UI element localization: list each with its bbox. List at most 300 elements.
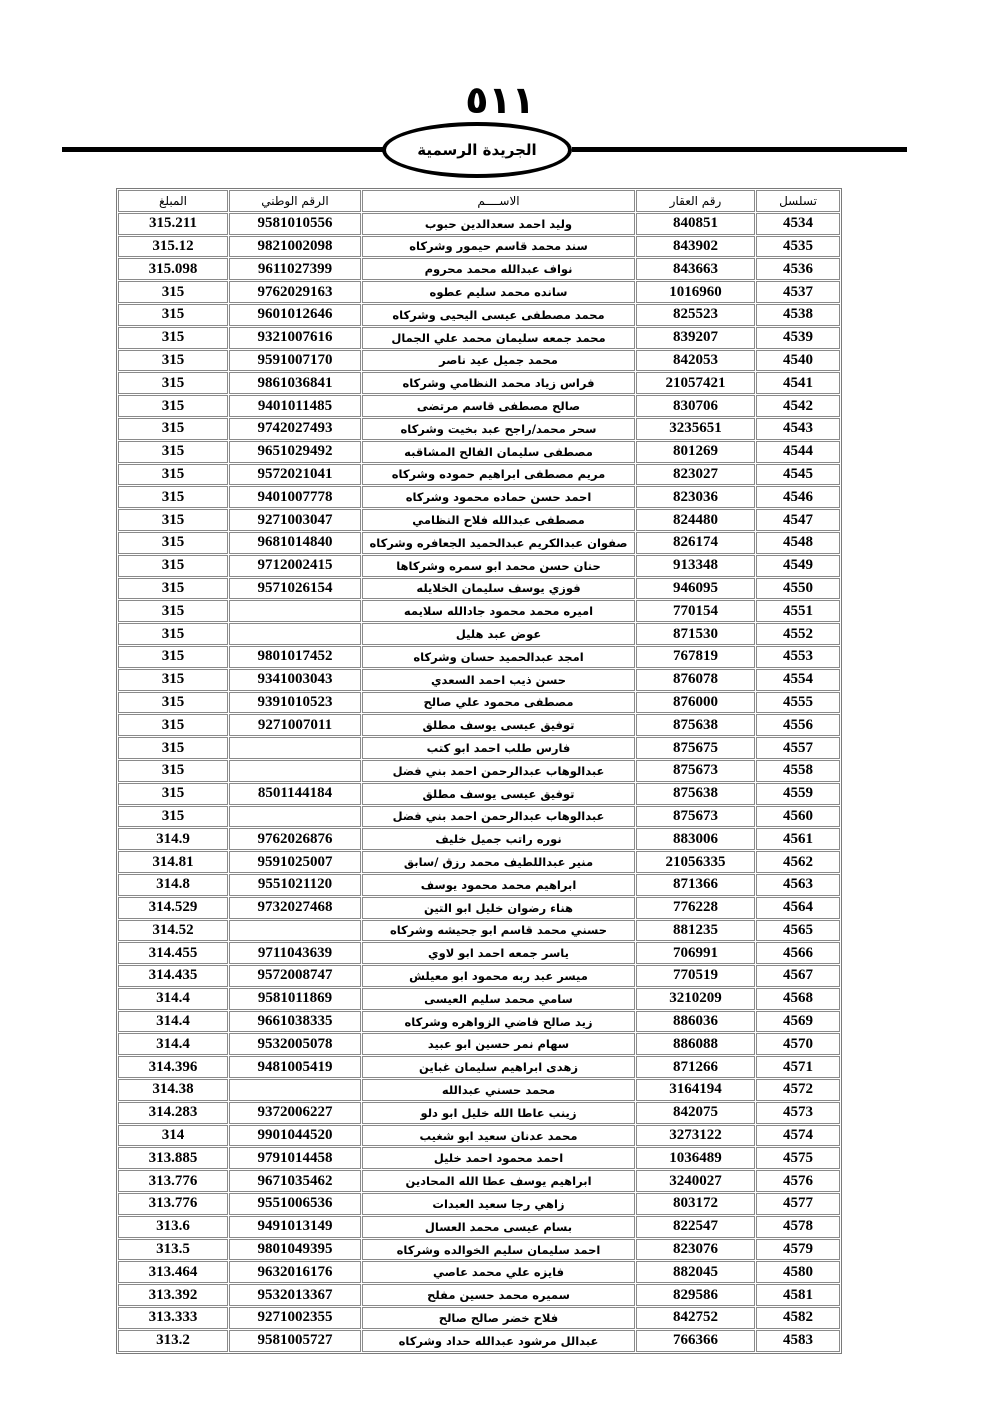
cell-amount: 313.776: [118, 1193, 228, 1215]
cell-property-no: 770154: [636, 600, 755, 622]
cell-national-id: 9551006536: [229, 1193, 361, 1215]
table-row: [118, 897, 840, 919]
cell-property-no: 21057421: [636, 372, 755, 394]
header-rule-left: [62, 147, 386, 152]
cell-national-id: 9801049395: [229, 1239, 361, 1261]
cell-national-id: 9572021041: [229, 464, 361, 486]
table-row: [118, 372, 840, 394]
cell-property-no: 824480: [636, 509, 755, 531]
cell-name: حسني محمد قاسم ابو جحيشه وشركاه: [362, 920, 635, 942]
cell-property-no: 767819: [636, 646, 755, 668]
cell-name: امجد عبدالحميد حسان وشركاه: [362, 646, 635, 668]
cell-amount: 315: [118, 532, 228, 554]
cell-name: عوض عبد هليل: [362, 623, 635, 645]
cell-serial: 4580: [756, 1261, 840, 1283]
cell-serial: 4564: [756, 897, 840, 919]
cell-property-no: 776228: [636, 897, 755, 919]
cell-national-id: 9481005419: [229, 1056, 361, 1078]
cell-property-no: 913348: [636, 555, 755, 577]
cell-property-no: 946095: [636, 578, 755, 600]
cell-amount: 314.9: [118, 828, 228, 850]
cell-amount: 313.5: [118, 1239, 228, 1261]
cell-serial: 4553: [756, 646, 840, 668]
cell-national-id: 9671035462: [229, 1170, 361, 1192]
cell-property-no: 3164194: [636, 1079, 755, 1101]
cell-amount: 314.4: [118, 1011, 228, 1033]
table-row: [118, 1261, 840, 1283]
cell-property-no: 882045: [636, 1261, 755, 1283]
cell-amount: 315: [118, 509, 228, 531]
cell-name: عبدالوهاب عبدالرحمن احمد بني فضل: [362, 806, 635, 828]
cell-amount: 315: [118, 646, 228, 668]
cell-name: مصطفى سليمان الفالح المشاقبه: [362, 441, 635, 463]
cell-serial: 4573: [756, 1102, 840, 1124]
table-row: [118, 1056, 840, 1078]
cell-serial: 4566: [756, 942, 840, 964]
cell-property-no: 21056335: [636, 851, 755, 873]
cell-name: عبدالل مرشود عبدالله حداد وشركاه: [362, 1330, 635, 1352]
cell-national-id: [229, 737, 361, 759]
table-row: [118, 441, 840, 463]
cell-amount: 315: [118, 783, 228, 805]
table-row: [118, 236, 840, 258]
cell-amount: 313.6: [118, 1216, 228, 1238]
cell-national-id: 9581010556: [229, 213, 361, 235]
table-row: [118, 555, 840, 577]
cell-property-no: 875675: [636, 737, 755, 759]
cell-serial: 4544: [756, 441, 840, 463]
table-row: [118, 1284, 840, 1306]
cell-property-no: 770519: [636, 965, 755, 987]
column-header-name: الاســــم: [362, 190, 635, 212]
cell-serial: 4567: [756, 965, 840, 987]
publication-title: الجريدة الرسمية: [417, 141, 537, 159]
cell-property-no: 883006: [636, 828, 755, 850]
cell-national-id: 9391010523: [229, 692, 361, 714]
cell-amount: 314.396: [118, 1056, 228, 1078]
cell-name: هناء رضوان خليل ابو التين: [362, 897, 635, 919]
cell-name: مصطفى عبدالله فلاح النظامي: [362, 509, 635, 531]
cell-name: مريم مصطفى ابراهيم حموده وشركاه: [362, 464, 635, 486]
cell-amount: 315: [118, 714, 228, 736]
cell-serial: 4560: [756, 806, 840, 828]
table-row: [118, 737, 840, 759]
cell-amount: 314.81: [118, 851, 228, 873]
cell-name: سند محمد قاسم حيمور وشركاه: [362, 236, 635, 258]
cell-name: نوره راتب جميل خليف: [362, 828, 635, 850]
cell-national-id: 9661038335: [229, 1011, 361, 1033]
cell-national-id: 9572008747: [229, 965, 361, 987]
cell-national-id: 9611027399: [229, 258, 361, 280]
cell-amount: 313.392: [118, 1284, 228, 1306]
cell-name: سميره محمد حسين مفلح: [362, 1284, 635, 1306]
cell-serial: 4557: [756, 737, 840, 759]
cell-name: بسام عيسى محمد العسال: [362, 1216, 635, 1238]
table-row: [118, 828, 840, 850]
table-row: [118, 1307, 840, 1329]
cell-amount: 315: [118, 395, 228, 417]
cell-property-no: 3240027: [636, 1170, 755, 1192]
cell-amount: 315: [118, 692, 228, 714]
cell-name: احمد سليمان سليم الخوالده وشركاه: [362, 1239, 635, 1261]
cell-name: توفيق عيسى يوسف مطلق: [362, 714, 635, 736]
cell-property-no: 822547: [636, 1216, 755, 1238]
cell-national-id: 9581005727: [229, 1330, 361, 1352]
cell-amount: 315.12: [118, 236, 228, 258]
cell-national-id: 9271007011: [229, 714, 361, 736]
cell-national-id: 9681014840: [229, 532, 361, 554]
cell-national-id: 9532013367: [229, 1284, 361, 1306]
cell-serial: 4583: [756, 1330, 840, 1352]
table-row: [118, 281, 840, 303]
cell-amount: 315: [118, 578, 228, 600]
cell-name: فارس طلب احمد ابو كتب: [362, 737, 635, 759]
cell-serial: 4559: [756, 783, 840, 805]
cell-serial: 4563: [756, 874, 840, 896]
cell-national-id: 8501144184: [229, 783, 361, 805]
cell-serial: 4568: [756, 988, 840, 1010]
cell-property-no: 766366: [636, 1330, 755, 1352]
cell-name: حنان حسن محمد ابو سمره وشركاها: [362, 555, 635, 577]
cell-amount: 313.333: [118, 1307, 228, 1329]
cell-national-id: [229, 920, 361, 942]
table-row: [118, 395, 840, 417]
table-row: [118, 623, 840, 645]
table-row: [118, 486, 840, 508]
table-row: [118, 783, 840, 805]
column-header-national-id: الرقم الوطني: [229, 190, 361, 212]
cell-property-no: 830706: [636, 395, 755, 417]
table-row: [118, 600, 840, 622]
cell-national-id: 9591025007: [229, 851, 361, 873]
table-row: [118, 509, 840, 531]
table-header-row: [118, 190, 840, 212]
cell-name: توفيق عيسى يوسف مطلق: [362, 783, 635, 805]
cell-amount: 314.435: [118, 965, 228, 987]
table-row: [118, 1216, 840, 1238]
cell-name: محمد مصطفى عيسى اليحيى وشركاه: [362, 304, 635, 326]
cell-amount: 315: [118, 600, 228, 622]
cell-property-no: 871266: [636, 1056, 755, 1078]
cell-name: ياسر جمعه احمد ابو لاوي: [362, 942, 635, 964]
cell-serial: 4579: [756, 1239, 840, 1261]
cell-property-no: 706991: [636, 942, 755, 964]
cell-national-id: 9571026154: [229, 578, 361, 600]
cell-amount: 315.211: [118, 213, 228, 235]
cell-national-id: 9732027468: [229, 897, 361, 919]
records-table: [116, 188, 842, 1354]
cell-property-no: 803172: [636, 1193, 755, 1215]
cell-serial: 4552: [756, 623, 840, 645]
cell-national-id: [229, 806, 361, 828]
cell-serial: 4570: [756, 1033, 840, 1055]
cell-name: زهدى ابراهيم سليمان غباين: [362, 1056, 635, 1078]
records-table-container: [116, 188, 839, 1354]
table-row: [118, 1193, 840, 1215]
cell-national-id: 9271002355: [229, 1307, 361, 1329]
cell-serial: 4545: [756, 464, 840, 486]
cell-name: سامي محمد سليم العيسى: [362, 988, 635, 1010]
table-body: [118, 213, 840, 1352]
cell-amount: 313.885: [118, 1147, 228, 1169]
cell-amount: 313.2: [118, 1330, 228, 1352]
cell-amount: 315: [118, 737, 228, 759]
cell-name: فلاح خضر صالح صالح: [362, 1307, 635, 1329]
table-row: [118, 213, 840, 235]
cell-amount: 314.4: [118, 988, 228, 1010]
cell-amount: 314.38: [118, 1079, 228, 1101]
table-row: [118, 418, 840, 440]
cell-amount: 315: [118, 418, 228, 440]
cell-amount: 315: [118, 555, 228, 577]
cell-national-id: [229, 760, 361, 782]
table-row: [118, 851, 840, 873]
cell-name: سهام نمر حسين ابو عبيد: [362, 1033, 635, 1055]
table-row: [118, 874, 840, 896]
cell-amount: 315: [118, 623, 228, 645]
cell-amount: 315: [118, 760, 228, 782]
cell-name: زينب عاطا الله خليل ابو دلو: [362, 1102, 635, 1124]
cell-property-no: 881235: [636, 920, 755, 942]
table-row: [118, 920, 840, 942]
table-row: [118, 669, 840, 691]
cell-property-no: 839207: [636, 327, 755, 349]
cell-serial: 4539: [756, 327, 840, 349]
table-row: [118, 806, 840, 828]
cell-amount: 315: [118, 281, 228, 303]
cell-national-id: 9341003043: [229, 669, 361, 691]
table-row: [118, 1170, 840, 1192]
cell-name: ميسر عبد ربه محمود ابو معيلش: [362, 965, 635, 987]
cell-serial: 4538: [756, 304, 840, 326]
cell-property-no: 875673: [636, 760, 755, 782]
cell-property-no: 875638: [636, 714, 755, 736]
table-row: [118, 350, 840, 372]
cell-national-id: 9271003047: [229, 509, 361, 531]
column-header-property-no: رقم العقار: [636, 190, 755, 212]
cell-national-id: 9791014458: [229, 1147, 361, 1169]
cell-amount: 315: [118, 441, 228, 463]
cell-serial: 4581: [756, 1284, 840, 1306]
table-row: [118, 988, 840, 1010]
cell-amount: 314.4: [118, 1033, 228, 1055]
table-row: [118, 1079, 840, 1101]
cell-serial: 4571: [756, 1056, 840, 1078]
cell-serial: 4542: [756, 395, 840, 417]
cell-property-no: 876000: [636, 692, 755, 714]
cell-amount: 315: [118, 669, 228, 691]
cell-amount: 313.464: [118, 1261, 228, 1283]
cell-name: صفوان عبدالكريم عبدالحميد الجعافره وشركاه: [362, 532, 635, 554]
cell-amount: 314.283: [118, 1102, 228, 1124]
cell-serial: 4561: [756, 828, 840, 850]
cell-name: سانده محمد سليم عطوه: [362, 281, 635, 303]
table-row: [118, 258, 840, 280]
column-header-serial: تسلسل: [756, 190, 840, 212]
cell-name: مصطفى محمود علي صالح: [362, 692, 635, 714]
cell-amount: 315.098: [118, 258, 228, 280]
cell-amount: 315: [118, 486, 228, 508]
cell-name: فراس زياد محمد النظامي وشركاه: [362, 372, 635, 394]
cell-national-id: 9742027493: [229, 418, 361, 440]
cell-property-no: 871530: [636, 623, 755, 645]
table-row: [118, 532, 840, 554]
publication-title-ellipse: [382, 122, 572, 178]
cell-property-no: 886036: [636, 1011, 755, 1033]
cell-amount: 314: [118, 1125, 228, 1147]
table-row: [118, 304, 840, 326]
cell-name: فوزي يوسف سليمان الخلايله: [362, 578, 635, 600]
cell-property-no: 1036489: [636, 1147, 755, 1169]
cell-serial: 4578: [756, 1216, 840, 1238]
cell-national-id: 9321007616: [229, 327, 361, 349]
table-row: [118, 646, 840, 668]
cell-national-id: 9581011869: [229, 988, 361, 1010]
cell-national-id: 9711043639: [229, 942, 361, 964]
cell-amount: 315: [118, 350, 228, 372]
table-row: [118, 1330, 840, 1352]
cell-name: محمد جميل عيد ناصر: [362, 350, 635, 372]
cell-amount: 314.455: [118, 942, 228, 964]
cell-property-no: 842752: [636, 1307, 755, 1329]
cell-property-no: 826174: [636, 532, 755, 554]
cell-property-no: 825523: [636, 304, 755, 326]
cell-national-id: 9821002098: [229, 236, 361, 258]
cell-national-id: [229, 600, 361, 622]
cell-serial: 4547: [756, 509, 840, 531]
cell-national-id: 9651029492: [229, 441, 361, 463]
table-row: [118, 942, 840, 964]
table-row: [118, 1147, 840, 1169]
cell-serial: 4549: [756, 555, 840, 577]
cell-national-id: 9591007170: [229, 350, 361, 372]
cell-property-no: 875673: [636, 806, 755, 828]
cell-property-no: 840851: [636, 213, 755, 235]
table-row: [118, 965, 840, 987]
table-row: [118, 1239, 840, 1261]
cell-serial: 4548: [756, 532, 840, 554]
cell-name: نواف عبدالله محمد محروم: [362, 258, 635, 280]
cell-name: عبدالوهاب عبدالرحمن احمد بني فضل: [362, 760, 635, 782]
cell-serial: 4562: [756, 851, 840, 873]
table-row: [118, 1033, 840, 1055]
cell-serial: 4535: [756, 236, 840, 258]
cell-national-id: 9551021120: [229, 874, 361, 896]
cell-name: زيد صالح فاضي الزواهره وشركاه: [362, 1011, 635, 1033]
page-number: ٥١١: [465, 78, 535, 122]
cell-serial: 4536: [756, 258, 840, 280]
cell-national-id: 9901044520: [229, 1125, 361, 1147]
table-row: [118, 1102, 840, 1124]
table-row: [118, 327, 840, 349]
cell-name: وليد احمد سعدالدين حبوب: [362, 213, 635, 235]
cell-amount: 315: [118, 304, 228, 326]
cell-name: صالح مصطفى قاسم مرتضى: [362, 395, 635, 417]
cell-name: احمد محمود احمد خليل: [362, 1147, 635, 1169]
cell-serial: 4582: [756, 1307, 840, 1329]
cell-property-no: 823076: [636, 1239, 755, 1261]
cell-amount: 314.8: [118, 874, 228, 896]
cell-property-no: 3273122: [636, 1125, 755, 1147]
cell-property-no: 871366: [636, 874, 755, 896]
cell-national-id: [229, 1079, 361, 1101]
cell-serial: 4540: [756, 350, 840, 372]
cell-property-no: 842053: [636, 350, 755, 372]
cell-name: منير عبداللطيف محمد رزق /سابق: [362, 851, 635, 873]
cell-serial: 4577: [756, 1193, 840, 1215]
cell-property-no: 3235651: [636, 418, 755, 440]
cell-national-id: 9801017452: [229, 646, 361, 668]
cell-name: حسن ذيب احمد السعدي: [362, 669, 635, 691]
column-header-amount: المبلغ: [118, 190, 228, 212]
cell-serial: 4550: [756, 578, 840, 600]
cell-property-no: 801269: [636, 441, 755, 463]
cell-serial: 4543: [756, 418, 840, 440]
cell-name: فايزه علي محمد عاصي: [362, 1261, 635, 1283]
cell-name: ابراهيم يوسف عطا الله المحادين: [362, 1170, 635, 1192]
cell-property-no: 886088: [636, 1033, 755, 1055]
cell-national-id: 9762026876: [229, 828, 361, 850]
cell-amount: 315: [118, 327, 228, 349]
table-row: [118, 760, 840, 782]
cell-serial: 4546: [756, 486, 840, 508]
cell-amount: 315: [118, 464, 228, 486]
cell-name: محمد حسني عبدالله: [362, 1079, 635, 1101]
cell-name: احمد حسن حماده محمود وشركاه: [362, 486, 635, 508]
cell-property-no: 1016960: [636, 281, 755, 303]
cell-serial: 4556: [756, 714, 840, 736]
cell-amount: 315: [118, 806, 228, 828]
cell-serial: 4574: [756, 1125, 840, 1147]
cell-serial: 4551: [756, 600, 840, 622]
cell-name: سحر محمد/راجح عبد بخيت وشركاه: [362, 418, 635, 440]
header-rule-right: [572, 147, 907, 152]
cell-serial: 4537: [756, 281, 840, 303]
cell-national-id: 9712002415: [229, 555, 361, 577]
cell-serial: 4565: [756, 920, 840, 942]
cell-national-id: 9491013149: [229, 1216, 361, 1238]
cell-serial: 4572: [756, 1079, 840, 1101]
cell-property-no: 843902: [636, 236, 755, 258]
cell-serial: 4554: [756, 669, 840, 691]
cell-national-id: [229, 623, 361, 645]
cell-name: اميره محمد محمود جادالله سلايمه: [362, 600, 635, 622]
table-row: [118, 578, 840, 600]
cell-property-no: 843663: [636, 258, 755, 280]
cell-amount: 314.529: [118, 897, 228, 919]
cell-property-no: 3210209: [636, 988, 755, 1010]
cell-national-id: 9632016176: [229, 1261, 361, 1283]
cell-amount: 315: [118, 372, 228, 394]
cell-property-no: 875638: [636, 783, 755, 805]
cell-serial: 4534: [756, 213, 840, 235]
cell-serial: 4576: [756, 1170, 840, 1192]
table-row: [118, 714, 840, 736]
cell-name: ابراهيم محمد محمود يوسف: [362, 874, 635, 896]
cell-property-no: 829586: [636, 1284, 755, 1306]
cell-national-id: 9401011485: [229, 395, 361, 417]
cell-name: زاهي رجا سعيد العبدات: [362, 1193, 635, 1215]
cell-property-no: 876078: [636, 669, 755, 691]
cell-serial: 4558: [756, 760, 840, 782]
table-row: [118, 1011, 840, 1033]
cell-amount: 313.776: [118, 1170, 228, 1192]
cell-amount: 314.52: [118, 920, 228, 942]
table-row: [118, 1125, 840, 1147]
cell-national-id: 9861036841: [229, 372, 361, 394]
cell-property-no: 823036: [636, 486, 755, 508]
cell-serial: 4555: [756, 692, 840, 714]
